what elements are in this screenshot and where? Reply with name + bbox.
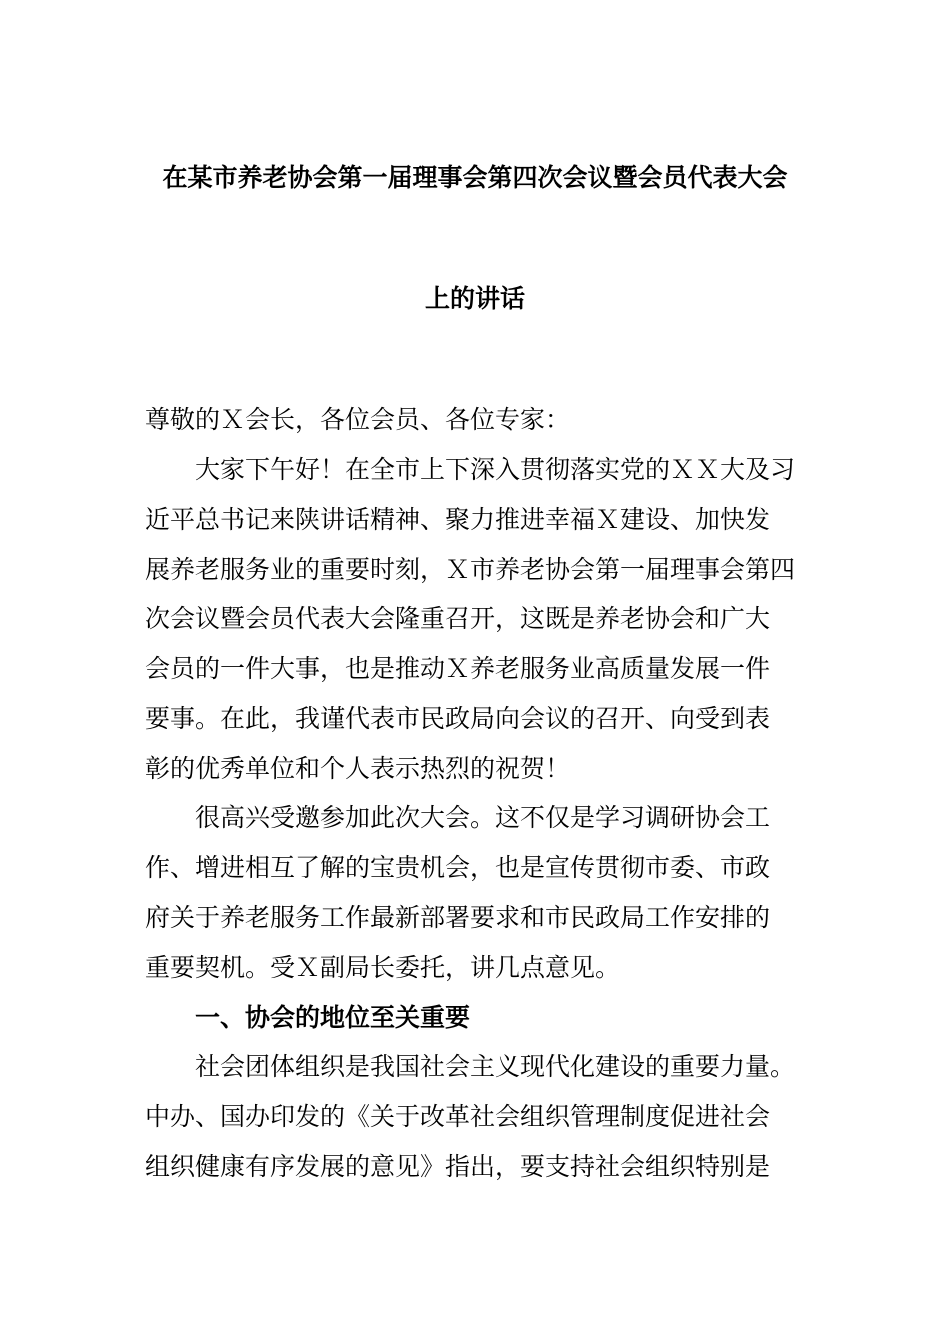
paragraph-line: 要事。在此，我谨代表市民政局向会议的召开、向受到表 [145, 704, 771, 733]
paragraph-line: 会员的一件大事，也是推动Ｘ养老服务业高质量发展一件 [145, 654, 771, 683]
paragraph-line: 作、增进相互了解的宝贵机会，也是宣传贯彻市委、市政 [145, 853, 771, 882]
paragraph-line: 次会议暨会员代表大会隆重召开，这既是养老协会和广大 [145, 604, 771, 633]
salutation: 尊敬的Ｘ会长，各位会员、各位专家： [145, 405, 571, 434]
paragraph-line: 近平总书记来陕讲话精神、聚力推进幸福Ｘ建设、加快发 [145, 505, 771, 534]
document-title-line-1: 在某市养老协会第一届理事会第四次会议暨会员代表大会 [162, 163, 788, 192]
paragraph-line: 彰的优秀单位和个人表示热烈的祝贺！ [145, 754, 571, 783]
paragraph-line: 中办、国办印发的《关于改革社会组织管理制度促进社会 [145, 1102, 771, 1131]
paragraph-line: 府关于养老服务工作最新部署要求和市民政局工作安排的 [145, 903, 771, 932]
paragraph-line: 大家下午好！在全市上下深入贯彻落实党的ＸＸ大及习 [195, 455, 796, 484]
section-heading: 一、协会的地位至关重要 [195, 1003, 471, 1032]
document-title-line-2: 上的讲话 [424, 284, 525, 313]
paragraph-line: 重要契机。受Ｘ副局长委托，讲几点意见。 [145, 953, 621, 982]
paragraph-line: 社会团体组织是我国社会主义现代化建设的重要力量。 [195, 1052, 796, 1081]
paragraph-line: 很高兴受邀参加此次大会。这不仅是学习调研协会工 [195, 803, 771, 832]
paragraph-line: 展养老服务业的重要时刻，Ｘ市养老协会第一届理事会第四 [145, 555, 796, 584]
paragraph-line: 组织健康有序发展的意见》指出，要支持社会组织特别是 [145, 1152, 771, 1181]
